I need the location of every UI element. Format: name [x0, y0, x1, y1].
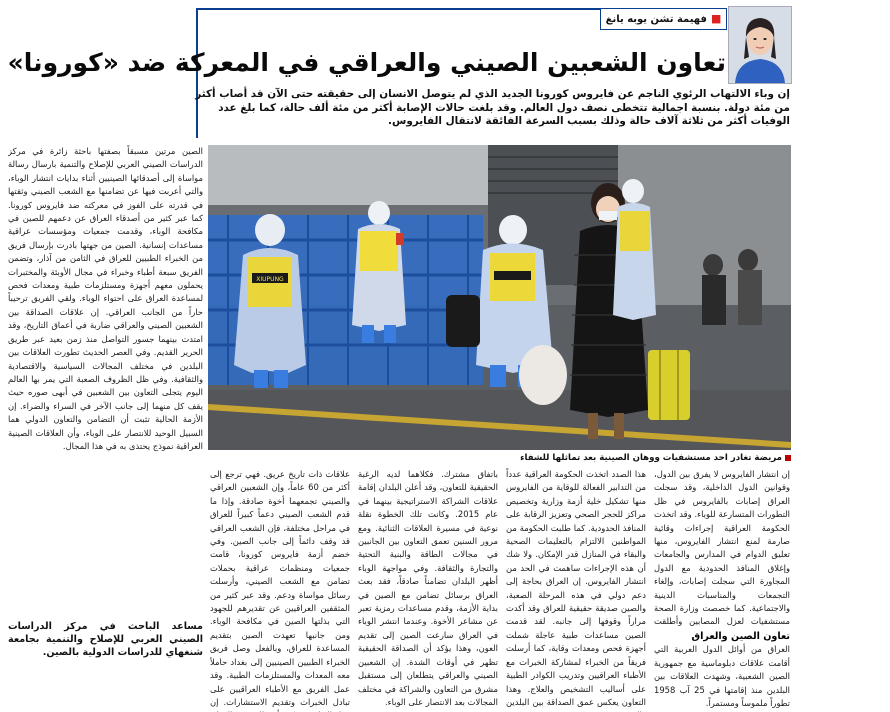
caption-square-icon — [785, 455, 791, 461]
news-photo — [208, 145, 791, 450]
author-photo — [728, 6, 792, 84]
lead-paragraph: إن وباء الالتهاب الرئوي الناجم عن فايروس كورونا الجديد الذي لم يتوصل الانسان إلى حقيقته حتى الآن قد أصاب أكثر من مئة دولة. بنسبة اجمالية تتخطى نصف دول العالم. وقد بلغت حالات الإصابة أكثر من مئة ألف حالة، كما بلغ عدد الوفيات أكثر من ثلاثة آلاف حالة وذلك بسبب السرعة الفائقة لانتقال الفايروس. — [195, 88, 790, 127]
byline — [600, 8, 727, 30]
photo-caption-text: مريضة تغادر احد مستشفيات ووهان الصينية بعد تماثلها للشفاء — [520, 453, 782, 463]
byline-text: فهيمة تشن يوبه يانغ — [605, 14, 707, 25]
column-leftmost — [8, 145, 203, 615]
photo-caption — [208, 450, 791, 466]
column-bottom-right — [654, 468, 790, 712]
column-bottom-center-right — [506, 468, 646, 712]
byline-bullet-icon: ■ — [710, 12, 722, 25]
column-bottom-left — [210, 468, 350, 712]
column-bottom-center-left — [358, 468, 498, 712]
worker-vest-label: XIUPUNG — [256, 276, 284, 283]
column-bottom-left-text: علاقات ذات تاريخ عريق. فهي ترجع إلى أكثر من 60 عاماً، وإن الشعبين العراقي والصيني تجمعهما أخوة صادقة. وإذا ما قدم الشعب الصيني دعماً كبيراً للعراق في مراحل مختلفة، فإن الشعب العراقي قد وقف دائماً إلى جانب الصين. وفي خضم أزمة فايروس كورونا، قامت جمعيات ومنظمات عراقية بحملات تضامن مع الشعب الصيني، وأرسلت رسائل مواساة ودعم. وقد عبر كثير من المثقفين العراقيين عن تقديرهم للجهود التي بذلتها الصين في مكافحة الوباء. ومن جانبها تعهدت الصين بتقديم المساعدة للعراق، وبالفعل وصل فريق الخبراء الطبيين الصينيين إلى بغداد حاملاً معه المعدات والمستلزمات الطبية. وقد عمل الفريق مع الأطباء العراقيين على تبادل الخبرات وتقديم الاستشارات. إن — [210, 469, 350, 707]
column-bottom-right-tail: العراق من أوائل الدول العربية التي أقامت علاقات دبلوماسية مع جمهورية الصين الشعبية، وشهدت العلاقات بين البلدين منذ إقامتها في 25 آب 1958 تطوراً ملموساً ومستمراً. — [654, 644, 790, 709]
column-leftmost-note — [8, 620, 203, 710]
column-bottom-right-text: إن انتشار الفايروس لا يفرق بين الدول، وقوانين الدول الداخلية، وقد سجلت العراق إصابات بالفايروس في ظل التطورات المتسارعة للوباء. وقد اتخذت الحكومة العراقية إجراءات وقائية صارمة لمنع انتشار الفايروس، منها تعليق الدوام في المدارس والجامعات وإغلاق المنافذ الحدودية مع الدول المجاورة التي سجلت إصابات، وإلغاء التجمعات والمناسبات الدينية والاجتماعية. كما خصصت وزارة الصحة مستشفيات لعزل المصابين وأطلقت — [654, 469, 790, 627]
section-subhead: تعاون الصين والعراق — [691, 631, 790, 642]
column-bottom-center-left-text: باتفاق مشترك. فكلاهما لديه الرغبة الحقيقية للتعاون، وقد أعلن البلدان إقامة علاقات الشراكة الاستراتيجية بينهما في عام 2015. وكانت تلك الخطوة نقلة نوعية في مسيرة العلاقات الثنائية. ومع مرور السنين تعمق التعاون بين الجانبين في مجالات الطاقة والبنية التحتية والتجارة والثقافة. وفي مواجهة الوباء أظهر البلدان تضامناً صادقاً، فقد بعث العراق برسائل تضامن مع الصين في بداية الأزمة، وقدم مساعدات رمزية تعبر عن مشاعر الأخوة. وعندما انتشر الوباء في العراق سارعت الصين إلى تقديم العون، وهذا يؤكد أن الصداقة الحقيقية تظهر في أوقات الشدة. إن الشعبين الصيني والعراقي يتطلعان إلى مستقبل مشرق من التعاون والشراكة في مختلف المجالات بعد الانتصار على الوباء. — [358, 469, 498, 707]
author-note: مساعد الباحث في مركز الدراسات الصيني العربي للإصلاح والتنمية بجامعة شنغهاي للدراسات الدولية بالصين. — [8, 621, 203, 658]
column-bottom-center-right-text: هذا الصدد اتخذت الحكومة العراقية عدداً من التدابير الفعالة للوقاية من الفايروس منها تشكيل خلية أزمة وزارية وتخصيص مراكز للحجر الصحي وتعزيز الرقابة على المنافذ الحدودية. كما طلبت الحكومة من المواطنين الالتزام بالتعليمات الصحية والبقاء في المنازل قدر الإمكان. ولا شك أن هذه الإجراءات ساهمت في الحد من انتشار الفايروس. إن العراق بحاجة إلى دعم دولي في هذه المرحلة الصعبة، والصين صديقة حقيقية للعراق وقد أكدت مراراً وقوفها إلى جانبه. لقد قدمت الصين مساعدات طبية عاجلة شملت أجهزة فحص ومعدات وقاية، كما أرسلت فريقاً من الخبراء لمشاركة الخبرات مع الأطباء العراقيين وتدريب الكوادر الطبية على أساليب التشخيص والعلاج. وهذا التعاون يعكس عمق الصداقة بين البلدين — [506, 469, 646, 707]
headline: تعاون الشعبين الصيني والعراقي في المعركة ضد «كورونا» — [7, 48, 726, 77]
column-leftmost-text: الصين مرتين مسبقاً بصفتها باحثة زائرة في مركز الدراسات الصيني العربي للإصلاح والتنمية بارسال رسالة مواساة إلى أصدقائها الصينيين أثناء بدايات انتشار الوباء، والتي أعربت فيها عن تضامنها مع الشعب الصيني وثقتها في قدرته على الفوز في معركته ضد فايروس كورونا. كما عبر كثير من أصدقاء العراق عن دعمهم للصين في مكافحة الوباء، وقدمت جمعيات ومؤسسات عراقية مساعدات إنسانية. الصين من جهتها بادرت بإرسال فريق من الخبراء الطبيين للعراق في الثامن من آذار، وتضمن الفريق سبعة أطباء وخبراء في مجال الأوبئة والمختبرات يحملون معهم أجهزة ومستلزمات طبية ومعدات فحص لمساعدة العراق على احتواء الوباء. ولقي الفريق ترحيباً حاراً من الجانب العراقي. إن علاقات الصداقة بين الشعبين الصيني والعراقي ضاربة في أعماق التاريخ، وقد امتدت بينهما جسور التواصل منذ زمن بعيد عبر طريق الحرير القديم. وفي العصر الحديث تطورت العلاقات بين البلدين في مختلف المجالات السياسية والاقتصادية والثقافية. وفي ظل الظروف الصعبة التي يمر بها العالم اليوم يتجلى التعاون بين الشعبين في أبهى صوره حيث يقف كل منهما إلى جانب الآخر في السراء والضراء. إن الأزمة الحالية تثبت أن التضامن والتعاون الدولي هما السبيل الوحيد للانتصار على الوباء، وأن العلاقات الصينية العراقية نموذج يحتذى به في هذا المجال. — [8, 146, 203, 451]
